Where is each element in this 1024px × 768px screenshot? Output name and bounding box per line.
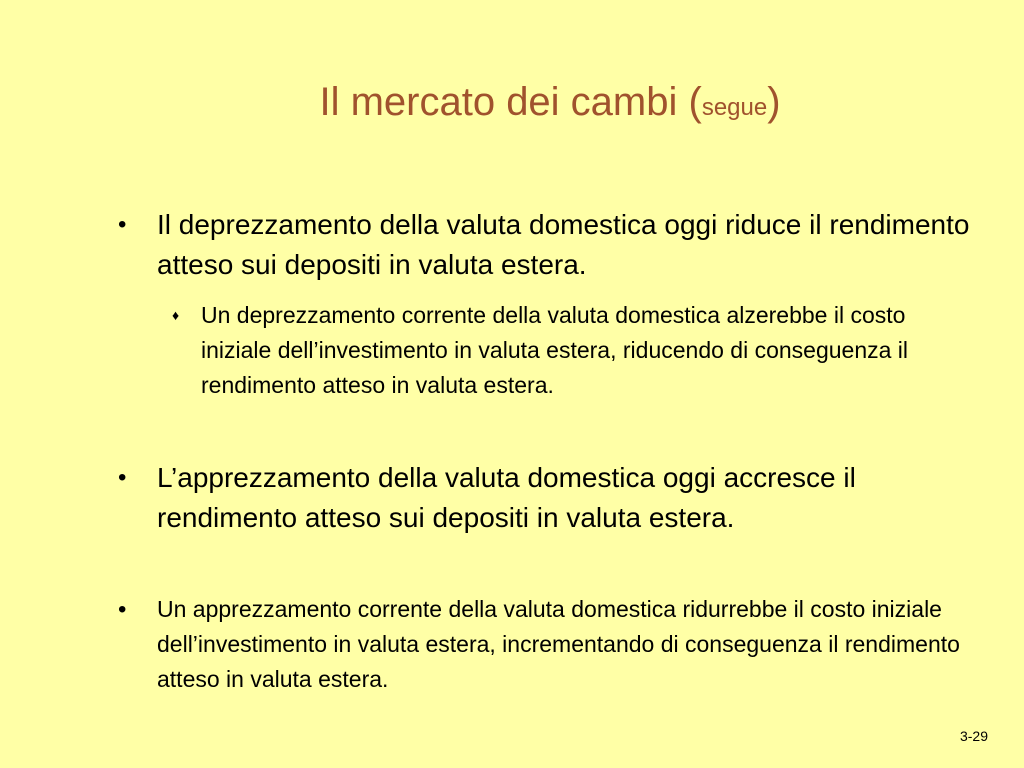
diamond-bullet-icon: ♦ [172,307,180,323]
title-close: ) [767,80,781,124]
sub-bullet-text: Un deprezzamento corrente della valuta domestica alzerebbe il costo iniziale dell’investimento in valuta estera, riducendo di conseguenza il rendimento atteso in valuta estera. [201,302,909,398]
bullet-marker: • [118,596,127,623]
bullet-text: Un apprezzamento corrente della valuta domestica ridurrebbe il costo iniziale dell’investimento in valuta estera, incrementando di conseguenza il rendimento atteso in valuta estera. [157,596,960,692]
bullet-marker: • [118,464,127,491]
bullet-text: Il deprezzamento della valuta domestica oggi riduce il rendimento atteso sui depositi in valuta estera. [157,209,970,280]
title-small: segue [701,94,768,121]
bullet-text: L’apprezzamento della valuta domestica oggi accresce il rendimento atteso sui depositi in valuta estera. [157,462,856,533]
bullet-marker: • [118,211,127,238]
title-main: Il mercato dei cambi ( [319,80,702,124]
page-number: 3-29 [959,728,988,744]
slide-title [0,78,1024,132]
